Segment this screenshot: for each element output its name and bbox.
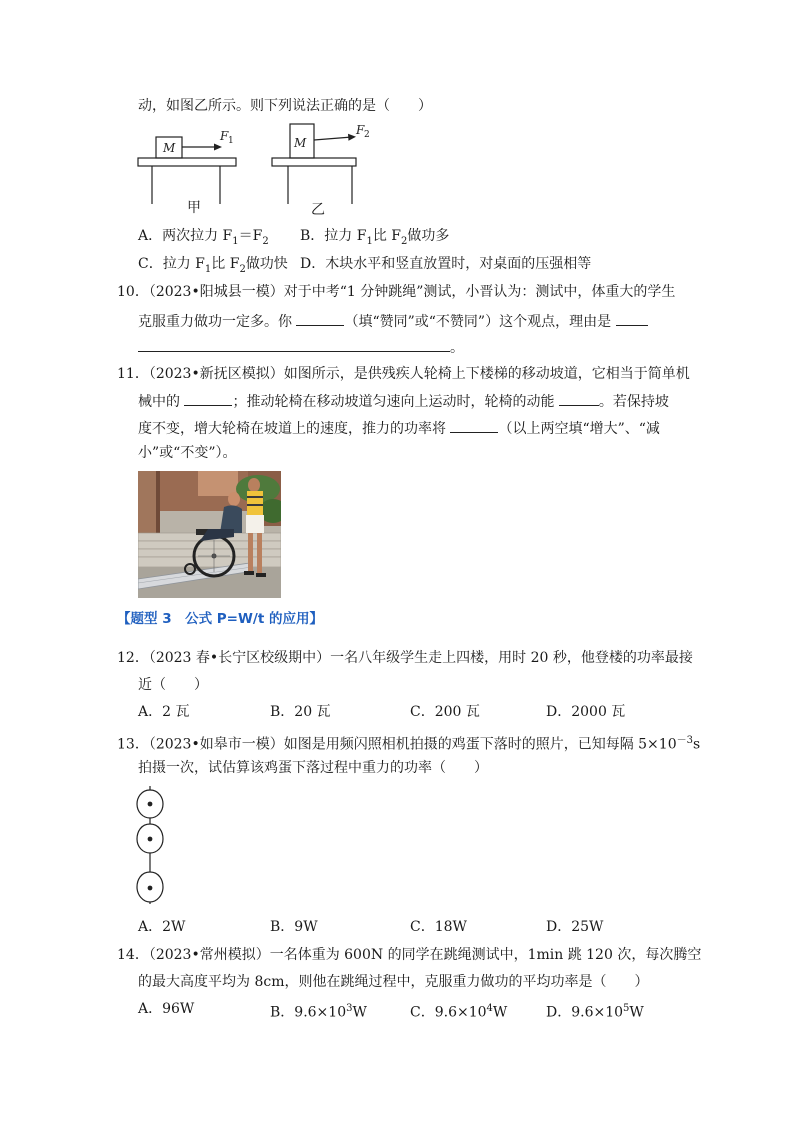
q11-blank-3[interactable] [450, 418, 498, 433]
section-title-type3: 【题型 3 公式 P=W/t 的应用】 [117, 611, 323, 627]
q13-option-c[interactable]: C．18W [410, 919, 467, 935]
force-label-yi: F [356, 123, 365, 137]
q14-line2: 的最大高度平均为 8cm，则他在跳绳过程中，克服重力做功的平均功率是（ ） [138, 974, 649, 990]
q12-option-c[interactable]: C．200 瓦 [410, 704, 480, 720]
q14-option-a[interactable]: A．96W [138, 1001, 195, 1017]
q13-option-d[interactable]: D．25W [546, 919, 604, 935]
q11-blank-2[interactable] [559, 391, 599, 406]
q10-line1: 10．（2023•阳城县一模）对于中考“1 分钟跳绳”测试，小晋认为：测试中，体重大的学生 [117, 284, 676, 300]
q11-blank-1[interactable] [184, 391, 232, 406]
q9-figure [130, 118, 370, 218]
q9-option-c[interactable]: C．拉力 $F_1$比 $F_2$做功快 [138, 256, 288, 275]
q13-option-a[interactable]: A．2W [138, 919, 186, 935]
q14-line1: 14．（2023•常州模拟）一名体重为 600N 的同学在跳绳测试中，1min 跳 120 次，每次腾空 [117, 947, 702, 963]
q10-blank-2b[interactable] [138, 337, 450, 352]
q12-option-b[interactable]: B．20 瓦 [270, 704, 331, 720]
block-label-yi: M [294, 136, 307, 150]
table-jia [138, 129, 236, 204]
force-label-jia: F [220, 129, 229, 143]
q13-line1: 13．（2023•如皋市一模）如图是用频闪照相机拍摄的鸡蛋下落时的照片，已知每隔 $5\times 10^{-3}s$ [117, 735, 701, 753]
q10-line3: 。 [138, 337, 464, 358]
wheelchair-ramp-photo [138, 471, 281, 598]
block-label-jia: M [163, 141, 176, 155]
fig-label-yi: 乙 [311, 202, 325, 218]
q14-option-c[interactable]: C．$9.6\times 10^4W$ [410, 1003, 508, 1021]
q13-egg-strobe-figure [132, 784, 168, 910]
q12-option-d[interactable]: D．2000 瓦 [546, 704, 626, 720]
q13-option-b[interactable]: B．9W [270, 919, 318, 935]
q14-option-d[interactable]: D．$9.6\times 10^5W$ [546, 1003, 644, 1021]
q10-line2: 克服重力做功一定多。你 （填“赞同”或“不赞同”）这个观点，理由是 [138, 311, 648, 332]
q9-stem-continuation: 动，如图乙所示。则下列说法正确的是（ ） [138, 98, 432, 114]
q11-line4: 小”或“不变”）。 [138, 445, 237, 461]
q11-line1: 11．（2023•新抚区模拟）如图所示，是供残疾人轮椅上下楼梯的移动坡道，它相当于简单机 [117, 366, 690, 382]
force-arrow-yi [314, 137, 352, 140]
table-yi [272, 123, 370, 204]
svg-text:2: 2 [364, 130, 370, 140]
q12-line1: 12．（2023 春•长宁区校级期中）一名八年级学生走上四楼，用时 20 秒，他登楼的功率最接 [117, 650, 693, 666]
q9-option-d[interactable]: D．木块水平和竖直放置时，对桌面的压强相等 [300, 256, 592, 272]
q12-line2: 近（ ） [138, 677, 208, 693]
q11-line2: 械中的 ；推动轮椅在移动坡道匀速向上运动时，轮椅的动能 。若保持坡 [138, 391, 669, 412]
q9-option-a[interactable]: A．两次拉力 $F_1=F_2$ [138, 228, 269, 247]
svg-text:1: 1 [228, 136, 234, 146]
q11-line3: 度不变，增大轮椅在坡道上的速度，推力的功率将 （以上两空填“增大”、“减 [138, 418, 660, 439]
q12-option-a[interactable]: A．2 瓦 [138, 704, 190, 720]
q10-blank-2a[interactable] [616, 311, 648, 326]
q9-option-b[interactable]: B．拉力 $F_1$比 $F_2$做功多 [300, 228, 450, 247]
q10-blank-1[interactable] [296, 311, 344, 326]
q14-option-b[interactable]: B．$9.6\times 10^3W$ [270, 1003, 367, 1021]
q13-line2: 拍摄一次，试估算该鸡蛋下落过程中重力的功率（ ） [138, 760, 488, 776]
fig-label-jia: 甲 [187, 200, 201, 216]
